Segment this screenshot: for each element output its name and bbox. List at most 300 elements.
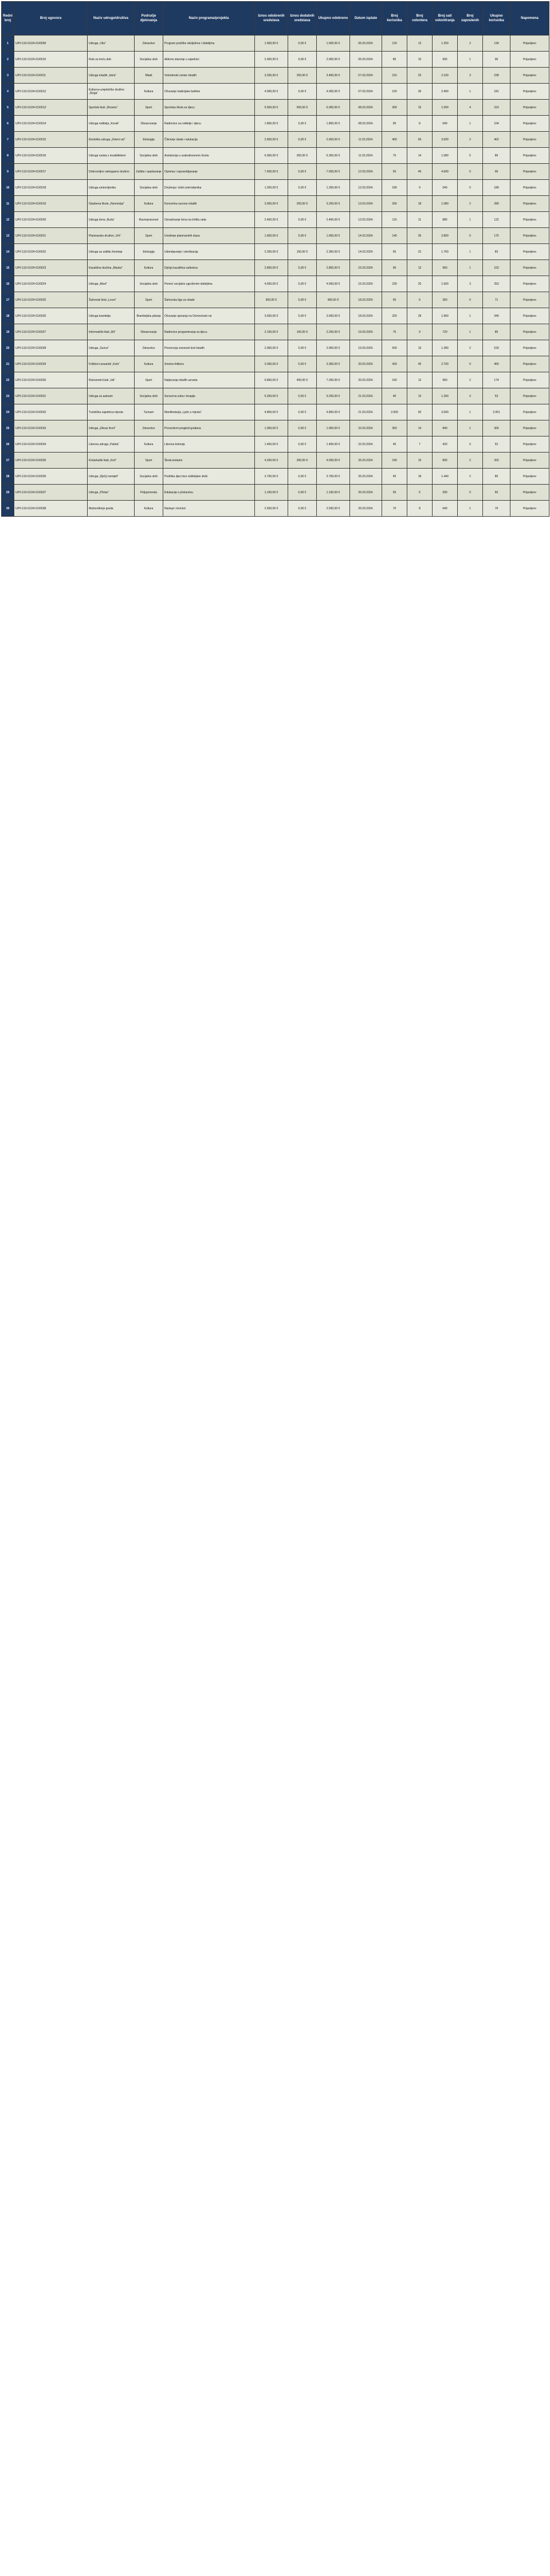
table-cell[interactable]: 18 xyxy=(407,196,433,212)
table-cell[interactable]: Dobrovoljno vatrogasno društvo xyxy=(88,164,135,180)
table-cell[interactable]: 50 xyxy=(407,404,433,420)
table-cell[interactable]: Zdravstvo xyxy=(135,340,163,356)
table-cell[interactable]: 2.700 xyxy=(433,356,458,372)
table-row[interactable] xyxy=(2,308,549,324)
table-cell[interactable]: 6.300,00 € xyxy=(317,148,350,164)
table-cell[interactable]: 2.900,00 € xyxy=(317,340,350,356)
table-cell[interactable]: Oprema i osposobljavanje xyxy=(163,164,255,180)
table-cell[interactable]: 2.100 xyxy=(433,68,458,84)
column-header[interactable]: Ukupno korisnika xyxy=(483,2,510,36)
table-cell[interactable]: 4.500,00 € xyxy=(317,453,350,469)
table-cell[interactable]: 960 xyxy=(433,260,458,276)
table-cell[interactable]: 15.03.2024. xyxy=(350,276,382,292)
table-cell[interactable]: 540 xyxy=(433,180,458,196)
table-cell[interactable]: 25 xyxy=(407,68,433,84)
table-row[interactable] xyxy=(2,404,549,420)
table-cell[interactable]: Zaštita i spašavanje xyxy=(135,164,163,180)
row-number-cell[interactable]: 4 xyxy=(2,84,14,100)
table-cell[interactable]: Druženja i izleti umirovljenika xyxy=(163,180,255,196)
table-cell[interactable]: UP/I-110-01/24-01/0018 xyxy=(14,180,88,196)
table-cell[interactable]: 7.500,00 € xyxy=(317,164,350,180)
table-cell[interactable]: 3.300,00 € xyxy=(255,356,288,372)
table-cell[interactable]: 900,00 € xyxy=(255,292,288,308)
table-cell[interactable]: Sport xyxy=(135,228,163,244)
table-cell[interactable]: 60 xyxy=(382,244,407,260)
table-cell[interactable]: Prijavljeno xyxy=(510,36,549,52)
table-cell[interactable]: 1 xyxy=(458,308,483,324)
table-cell[interactable]: Prijavljeno xyxy=(510,196,549,212)
table-cell[interactable]: 3.450,00 € xyxy=(317,68,350,84)
table-cell[interactable]: 53 xyxy=(483,388,510,404)
table-cell[interactable]: Preventivni pregledi građana xyxy=(163,420,255,436)
table-cell[interactable]: 8 xyxy=(407,116,433,132)
table-cell[interactable]: 12.03.2024. xyxy=(350,180,382,196)
table-cell[interactable]: 07.03.2024. xyxy=(350,84,382,100)
table-cell[interactable]: 134 xyxy=(483,36,510,52)
table-cell[interactable]: 0,00 € xyxy=(288,52,317,68)
table-cell[interactable]: Prijavljeno xyxy=(510,388,549,404)
table-cell[interactable]: 1 xyxy=(458,260,483,276)
table-cell[interactable]: 2.600,00 € xyxy=(317,132,350,148)
table-cell[interactable]: Udruga za autizam xyxy=(88,388,135,404)
table-cell[interactable]: 2 xyxy=(458,340,483,356)
table-cell[interactable]: 300,00 € xyxy=(288,453,317,469)
table-cell[interactable]: Radionice programiranja za djecu xyxy=(163,324,255,340)
table-cell[interactable]: 40 xyxy=(407,164,433,180)
table-cell[interactable]: 5 xyxy=(458,148,483,164)
table-cell[interactable]: 1 xyxy=(458,404,483,420)
table-cell[interactable]: 60 xyxy=(407,132,433,148)
table-cell[interactable]: 4.500,00 € xyxy=(317,276,350,292)
table-row[interactable] xyxy=(2,228,549,244)
table-cell[interactable]: 5.500,00 € xyxy=(255,100,288,116)
table-cell[interactable]: Sport xyxy=(135,292,163,308)
table-cell[interactable]: 140 xyxy=(382,228,407,244)
table-cell[interactable]: UP/I-110-01/24-01/0032 xyxy=(14,404,88,420)
table-cell[interactable]: UP/I-110-01/24-01/0036 xyxy=(14,469,88,485)
table-cell[interactable]: 0,00 € xyxy=(288,388,317,404)
table-cell[interactable]: 0,00 € xyxy=(288,485,317,501)
table-cell[interactable]: Udruga „Vita“ xyxy=(88,36,135,52)
table-cell[interactable]: 2.000,00 € xyxy=(317,52,350,68)
table-cell[interactable]: 1.400,00 € xyxy=(317,436,350,453)
table-cell[interactable]: 14 xyxy=(407,148,433,164)
table-row[interactable] xyxy=(2,84,549,100)
table-cell[interactable]: 0,00 € xyxy=(288,308,317,324)
table-cell[interactable]: 18 xyxy=(407,469,433,485)
table-cell[interactable]: 0 xyxy=(458,228,483,244)
table-cell[interactable]: 253 xyxy=(483,276,510,292)
table-cell[interactable]: 349 xyxy=(483,308,510,324)
row-number-cell[interactable]: 9 xyxy=(2,164,14,180)
table-cell[interactable]: Radionice za roditelje i djecu xyxy=(163,116,255,132)
table-cell[interactable]: 20.03.2024. xyxy=(350,372,382,388)
table-cell[interactable]: 79 xyxy=(483,501,510,517)
table-cell[interactable]: UP/I-110-01/24-01/0017 xyxy=(14,164,88,180)
table-cell[interactable]: Košarkaški klub „Koš“ xyxy=(88,453,135,469)
row-number-cell[interactable]: 20 xyxy=(2,340,14,356)
row-number-cell[interactable]: 15 xyxy=(2,260,14,276)
table-row[interactable] xyxy=(2,372,549,388)
table-cell[interactable]: 14 xyxy=(407,420,433,436)
table-cell[interactable]: 1 xyxy=(458,116,483,132)
table-cell[interactable]: 120 xyxy=(382,36,407,52)
table-cell[interactable]: 1 xyxy=(458,212,483,228)
table-cell[interactable]: 05.03.2024. xyxy=(350,52,382,68)
table-cell[interactable]: 21.03.2024. xyxy=(350,388,382,404)
table-cell[interactable]: 3.300,00 € xyxy=(317,356,350,372)
table-cell[interactable]: 12 xyxy=(407,36,433,52)
table-cell[interactable]: Aktivno starenje u zajednici xyxy=(163,52,255,68)
table-cell[interactable]: 60 xyxy=(483,485,510,501)
table-cell[interactable]: 0,00 € xyxy=(288,436,317,453)
table-cell[interactable]: 12 xyxy=(407,260,433,276)
table-cell[interactable]: UP/I-110-01/24-01/0035 xyxy=(14,453,88,469)
table-cell[interactable]: Prijavljeno xyxy=(510,340,549,356)
table-cell[interactable]: Braniteljska pitanja xyxy=(135,308,163,324)
table-row[interactable] xyxy=(2,324,549,340)
table-cell[interactable]: 6.000,00 € xyxy=(255,148,288,164)
table-cell[interactable]: Zdravstvo xyxy=(135,36,163,52)
table-cell[interactable]: 11.03.2024. xyxy=(350,132,382,148)
table-cell[interactable]: 3.200,00 € xyxy=(317,196,350,212)
table-cell[interactable]: 75 xyxy=(382,324,407,340)
table-cell[interactable]: Kultura xyxy=(135,196,163,212)
table-cell[interactable]: Klub za treću dob xyxy=(88,52,135,68)
table-cell[interactable]: 300 xyxy=(433,485,458,501)
table-cell[interactable]: 8 xyxy=(407,501,433,517)
table-cell[interactable]: 0,00 € xyxy=(288,292,317,308)
table-cell[interactable]: 83 xyxy=(483,244,510,260)
table-cell[interactable]: 90 xyxy=(382,260,407,276)
table-cell[interactable]: 360 xyxy=(433,292,458,308)
row-number-cell[interactable]: 21 xyxy=(2,356,14,372)
table-cell[interactable]: 18.03.2024. xyxy=(350,292,382,308)
table-cell[interactable]: 400,00 € xyxy=(288,372,317,388)
table-cell[interactable]: 103 xyxy=(483,260,510,276)
table-cell[interactable]: 3 xyxy=(458,276,483,292)
table-cell[interactable]: Prijavljeno xyxy=(510,164,549,180)
table-cell[interactable]: Socijalna skrb xyxy=(135,52,163,68)
table-cell[interactable]: Očuvanje tradicijske baštine xyxy=(163,84,255,100)
table-cell[interactable]: 1.600,00 € xyxy=(255,228,288,244)
table-cell[interactable]: 238 xyxy=(483,68,510,84)
table-cell[interactable]: 1 xyxy=(458,244,483,260)
table-cell[interactable]: 11.03.2024. xyxy=(350,148,382,164)
table-cell[interactable]: 350 xyxy=(382,420,407,436)
table-cell[interactable]: 2 xyxy=(458,196,483,212)
table-cell[interactable]: 3.000 xyxy=(433,132,458,148)
table-cell[interactable]: 12.03.2024. xyxy=(350,164,382,180)
table-cell[interactable]: UP/I-110-01/24-01/0009 xyxy=(14,36,88,52)
table-cell[interactable]: Prijavljeno xyxy=(510,436,549,453)
table-cell[interactable]: UP/I-110-01/24-01/0026 xyxy=(14,308,88,324)
table-cell[interactable]: Udruga „Pčelar“ xyxy=(88,485,135,501)
table-cell[interactable]: 1 xyxy=(458,420,483,436)
column-header[interactable]: Datum isplate xyxy=(350,2,382,36)
row-number-cell[interactable]: 28 xyxy=(2,469,14,485)
table-cell[interactable]: 104 xyxy=(483,116,510,132)
table-row[interactable] xyxy=(2,469,549,485)
table-cell[interactable]: 250,00 € xyxy=(288,68,317,84)
table-cell[interactable]: Sportska škola za djecu xyxy=(163,100,255,116)
table-cell[interactable]: 22 xyxy=(407,244,433,260)
table-cell[interactable]: 71 xyxy=(483,292,510,308)
table-cell[interactable]: 2 xyxy=(458,372,483,388)
table-cell[interactable]: 1.760 xyxy=(433,244,458,260)
row-number-cell[interactable]: 23 xyxy=(2,388,14,404)
table-cell[interactable]: 16 xyxy=(407,340,433,356)
row-number-cell[interactable]: 5 xyxy=(2,100,14,116)
table-cell[interactable]: UP/I-110-01/24-01/0021 xyxy=(14,228,88,244)
table-cell[interactable]: 05.03.2024. xyxy=(350,36,382,52)
table-cell[interactable]: 1.080 xyxy=(433,196,458,212)
table-cell[interactable]: 85 xyxy=(382,52,407,68)
table-cell[interactable]: Socijalna skrb xyxy=(135,276,163,292)
table-cell[interactable]: 174 xyxy=(483,372,510,388)
table-cell[interactable]: Šahovska liga za mlade xyxy=(163,292,255,308)
table-cell[interactable]: UP/I-110-01/24-01/0020 xyxy=(14,212,88,228)
table-cell[interactable]: Prijavljeno xyxy=(510,228,549,244)
table-cell[interactable]: Čišćenje obale i edukacija xyxy=(163,132,255,148)
table-cell[interactable]: Škola košarke xyxy=(163,453,255,469)
table-cell[interactable]: Prijavljeno xyxy=(510,453,549,469)
table-cell[interactable]: 70 xyxy=(382,501,407,517)
table-cell[interactable]: 122 xyxy=(483,212,510,228)
row-number-cell[interactable]: 8 xyxy=(2,148,14,164)
table-cell[interactable]: 500 xyxy=(382,340,407,356)
table-cell[interactable]: Prijavljeno xyxy=(510,501,549,517)
table-cell[interactable]: Očuvanje sjećanja na Domovinski rat xyxy=(163,308,255,324)
table-row[interactable] xyxy=(2,260,549,276)
table-cell[interactable]: 1.900,00 € xyxy=(317,420,350,436)
table-row[interactable] xyxy=(2,132,549,148)
table-cell[interactable]: Socijalna skrb xyxy=(135,148,163,164)
table-row[interactable] xyxy=(2,485,549,501)
table-cell[interactable]: 3.600,00 € xyxy=(317,308,350,324)
table-cell[interactable]: 25.03.2024. xyxy=(350,469,382,485)
table-cell[interactable]: Informatički klub „Bit“ xyxy=(88,324,135,340)
table-cell[interactable]: Prijavljeno xyxy=(510,292,549,308)
row-number-cell[interactable]: 1 xyxy=(2,36,14,52)
table-cell[interactable]: 19.03.2024. xyxy=(350,340,382,356)
table-cell[interactable]: Pomoć socijalno ugroženim obiteljima xyxy=(163,276,255,292)
table-cell[interactable]: 0,00 € xyxy=(288,501,317,517)
table-row[interactable] xyxy=(2,420,549,436)
table-cell[interactable]: 1.200,00 € xyxy=(255,180,288,196)
table-cell[interactable]: 0 xyxy=(458,180,483,196)
table-cell[interactable]: 85 xyxy=(483,469,510,485)
table-cell[interactable]: Udruga mladih „Iskra“ xyxy=(88,68,135,84)
table-cell[interactable]: 1.900,00 € xyxy=(255,420,288,436)
table-cell[interactable]: 13.03.2024. xyxy=(350,212,382,228)
table-cell[interactable]: Prijavljeno xyxy=(510,404,549,420)
table-cell[interactable]: Udruga branitelja xyxy=(88,308,135,324)
table-cell[interactable]: Udruga za zaštitu životinja xyxy=(88,244,135,260)
table-cell[interactable]: 462 xyxy=(483,132,510,148)
table-cell[interactable]: 22.03.2024. xyxy=(350,436,382,453)
table-cell[interactable]: 1.500,00 € xyxy=(317,36,350,52)
column-header[interactable]: Naziv programa/projekta xyxy=(163,2,255,36)
table-cell[interactable]: UP/I-110-01/24-01/0023 xyxy=(14,260,88,276)
table-cell[interactable]: 5 xyxy=(407,485,433,501)
table-cell[interactable]: UP/I-110-01/24-01/0014 xyxy=(14,116,88,132)
table-cell[interactable]: Kultura xyxy=(135,260,163,276)
table-cell[interactable]: Ravnopravnost xyxy=(135,212,163,228)
table-cell[interactable]: Šahovski klub „Lovor“ xyxy=(88,292,135,308)
table-cell[interactable]: 10 xyxy=(407,388,433,404)
table-cell[interactable]: 1.200 xyxy=(433,388,458,404)
table-cell[interactable]: 30 xyxy=(407,84,433,100)
table-cell[interactable]: 2 xyxy=(458,132,483,148)
table-cell[interactable]: Natjecanja mlađih uzrasta xyxy=(163,372,255,388)
table-row[interactable] xyxy=(2,116,549,132)
table-cell[interactable]: 9 xyxy=(407,180,433,196)
table-cell[interactable]: Kultura xyxy=(135,436,163,453)
table-cell[interactable]: 3.700,00 € xyxy=(255,469,288,485)
table-cell[interactable]: Prijavljeno xyxy=(510,180,549,196)
row-number-cell[interactable]: 16 xyxy=(2,276,14,292)
table-cell[interactable]: 15 xyxy=(407,100,433,116)
table-cell[interactable]: 160 xyxy=(382,372,407,388)
table-cell[interactable]: 150,00 € xyxy=(288,244,317,260)
table-cell[interactable]: UP/I-110-01/24-01/0034 xyxy=(14,436,88,453)
table-cell[interactable]: 07.03.2024. xyxy=(350,68,382,84)
table-cell[interactable]: UP/I-110-01/24-01/0025 xyxy=(14,292,88,308)
table-cell[interactable]: 400 xyxy=(382,132,407,148)
table-cell[interactable]: 640 xyxy=(433,501,458,517)
table-cell[interactable]: 45 xyxy=(407,356,433,372)
column-header[interactable]: Ukupno odobreno xyxy=(317,2,350,36)
table-cell[interactable]: UP/I-110-01/24-01/0019 xyxy=(14,196,88,212)
table-cell[interactable]: Udruga žena „Ruža“ xyxy=(88,212,135,228)
table-cell[interactable]: Asistencija u svakodnevnom životu xyxy=(163,148,255,164)
table-cell[interactable]: 189 xyxy=(483,180,510,196)
table-cell[interactable]: 900,00 € xyxy=(317,292,350,308)
row-number-cell[interactable]: 29 xyxy=(2,485,14,501)
row-number-cell[interactable]: 30 xyxy=(2,501,14,517)
row-number-cell[interactable]: 3 xyxy=(2,68,14,84)
table-cell[interactable]: Edukacija o pčelarstvu xyxy=(163,485,255,501)
table-cell[interactable]: Prijavljeno xyxy=(510,244,549,260)
table-cell[interactable]: 365 xyxy=(483,420,510,436)
table-cell[interactable]: 50 xyxy=(382,164,407,180)
table-cell[interactable]: UP/I-110-01/24-01/0010 xyxy=(14,52,88,68)
row-number-cell[interactable]: 13 xyxy=(2,228,14,244)
table-cell[interactable]: 3.000,00 € xyxy=(255,196,288,212)
table-cell[interactable]: Mladi xyxy=(135,68,163,84)
table-cell[interactable]: 110 xyxy=(382,212,407,228)
table-cell[interactable]: 2 xyxy=(458,469,483,485)
table-cell[interactable]: 96 xyxy=(483,52,510,68)
table-cell[interactable]: 420 xyxy=(433,436,458,453)
table-cell[interactable]: Kultura xyxy=(135,84,163,100)
table-cell[interactable]: UP/I-110-01/24-01/0011 xyxy=(14,68,88,84)
table-cell[interactable]: 640 xyxy=(433,116,458,132)
table-cell[interactable]: 320 xyxy=(382,308,407,324)
table-cell[interactable]: 1.500,00 € xyxy=(255,36,288,52)
table-cell[interactable]: 1.680 xyxy=(433,148,458,164)
table-row[interactable] xyxy=(2,340,549,356)
table-cell[interactable]: Sport xyxy=(135,453,163,469)
table-cell[interactable]: 6.800,00 € xyxy=(255,372,288,388)
table-cell[interactable]: 3.600,00 € xyxy=(255,308,288,324)
table-cell[interactable]: 3 xyxy=(458,388,483,404)
table-row[interactable] xyxy=(2,244,549,260)
table-cell[interactable]: 2.600,00 € xyxy=(255,132,288,148)
table-cell[interactable]: 7.200,00 € xyxy=(317,372,350,388)
table-cell[interactable]: Socijalna skrb xyxy=(135,469,163,485)
table-cell[interactable]: Nastupi i treninzi xyxy=(163,501,255,517)
table-cell[interactable]: 1.960 xyxy=(433,308,458,324)
table-cell[interactable]: 2.800 xyxy=(433,228,458,244)
table-cell[interactable]: 0 xyxy=(458,356,483,372)
table-cell[interactable]: Udomljavanje i sterilizacija xyxy=(163,244,255,260)
table-cell[interactable]: Likovna udruga „Paleta“ xyxy=(88,436,135,453)
table-cell[interactable]: 2.500,00 € xyxy=(255,501,288,517)
table-cell[interactable]: Sport xyxy=(135,372,163,388)
table-cell[interactable]: 28 xyxy=(407,308,433,324)
table-cell[interactable]: 0,00 € xyxy=(288,132,317,148)
table-cell[interactable]: 0,00 € xyxy=(288,84,317,100)
table-cell[interactable]: 280 xyxy=(483,196,510,212)
table-cell[interactable]: 2.200,00 € xyxy=(255,244,288,260)
row-number-cell[interactable]: 26 xyxy=(2,436,14,453)
row-number-cell[interactable]: 19 xyxy=(2,324,14,340)
table-cell[interactable]: UP/I-110-01/24-01/0033 xyxy=(14,420,88,436)
table-cell[interactable]: Dječja kazališna radionica xyxy=(163,260,255,276)
column-header[interactable]: Broj zaposlenih xyxy=(458,2,483,36)
table-row[interactable] xyxy=(2,164,549,180)
table-cell[interactable]: 08.03.2024. xyxy=(350,100,382,116)
table-cell[interactable]: 175 xyxy=(483,228,510,244)
table-cell[interactable]: 180 xyxy=(382,180,407,196)
table-cell[interactable]: 0,00 € xyxy=(288,116,317,132)
table-cell[interactable]: 2.800,00 € xyxy=(317,260,350,276)
table-row[interactable] xyxy=(2,453,549,469)
table-cell[interactable]: Prijavljeno xyxy=(510,116,549,132)
table-cell[interactable]: 4.800,00 € xyxy=(317,404,350,420)
table-cell[interactable]: Program podrške oboljelima i obiteljima xyxy=(163,36,255,52)
table-cell[interactable]: 260 xyxy=(382,196,407,212)
table-cell[interactable]: 20 xyxy=(407,276,433,292)
column-header[interactable]: Broj korisnika xyxy=(382,2,407,36)
table-cell[interactable]: 0,00 € xyxy=(288,180,317,196)
column-header[interactable]: Naziv udruge/društva xyxy=(88,2,135,36)
table-cell[interactable]: 3 xyxy=(458,68,483,84)
table-cell[interactable]: Prijavljeno xyxy=(510,132,549,148)
table-cell[interactable]: 10 xyxy=(407,52,433,68)
table-cell[interactable]: 14.03.2024. xyxy=(350,228,382,244)
table-cell[interactable]: 4.200,00 € xyxy=(255,453,288,469)
table-cell[interactable]: Udruga roditelja „Korak“ xyxy=(88,116,135,132)
table-cell[interactable]: UP/I-110-01/24-01/0028 xyxy=(14,340,88,356)
table-cell[interactable]: 4.000 xyxy=(433,164,458,180)
table-row[interactable] xyxy=(2,180,549,196)
table-cell[interactable]: 2.500,00 € xyxy=(317,501,350,517)
table-cell[interactable]: 4.500,00 € xyxy=(255,276,288,292)
table-cell[interactable]: 1 xyxy=(458,84,483,100)
table-cell[interactable]: UP/I-110-01/24-01/0037 xyxy=(14,485,88,501)
table-cell[interactable]: Sportski klub „Dinamo“ xyxy=(88,100,135,116)
table-cell[interactable]: Udruga osoba s invaliditetom xyxy=(88,148,135,164)
table-cell[interactable]: Socijalna skrb xyxy=(135,388,163,404)
table-cell[interactable]: 65 xyxy=(382,292,407,308)
table-cell[interactable]: Udruga „Sunce“ xyxy=(88,340,135,356)
table-cell[interactable]: Ekološka udruga „Zeleni val“ xyxy=(88,132,135,148)
table-row[interactable] xyxy=(2,436,549,453)
table-cell[interactable]: 6 xyxy=(407,292,433,308)
